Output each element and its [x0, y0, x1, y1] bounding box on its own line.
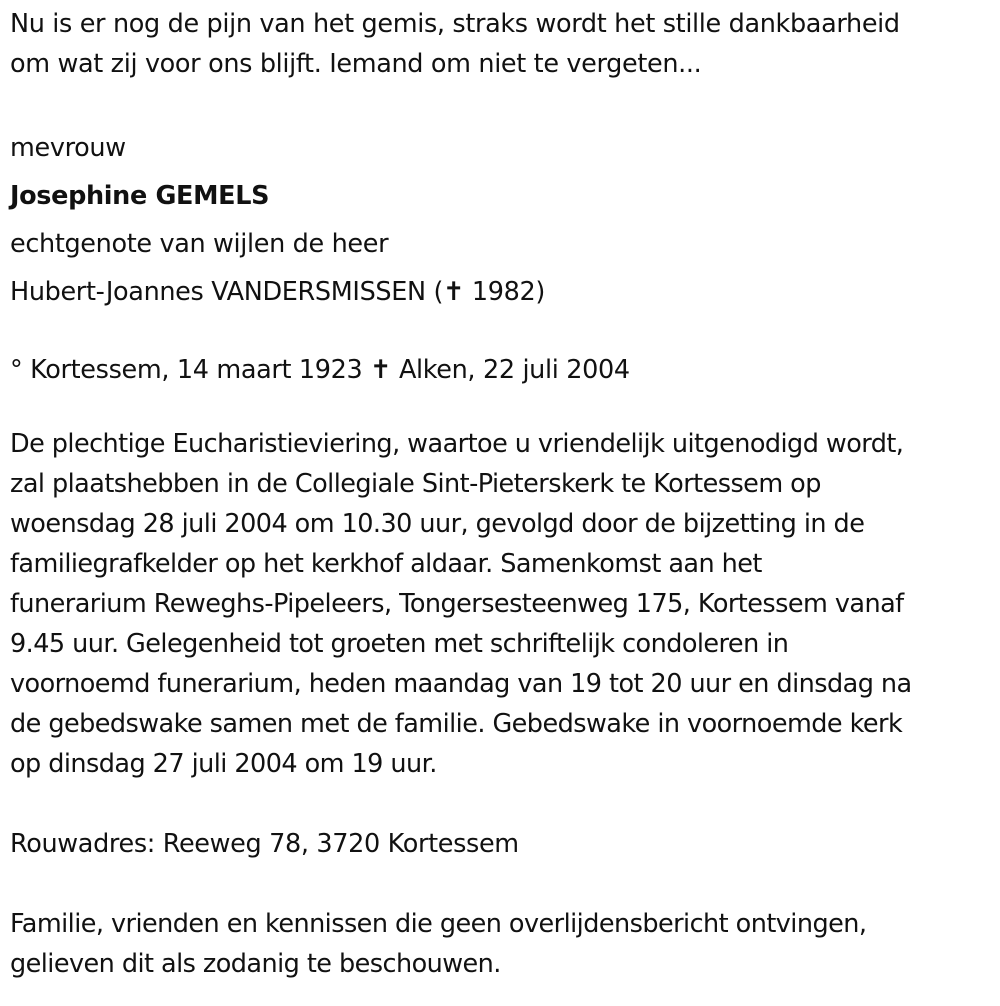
spouse-name: Hubert-Joannes VANDERSMISSEN (✝ 1982) — [10, 277, 545, 307]
ceremony-line: funerarium Reweghs-Pipeleers, Tongersesteenweg 175, Kortessem vanaf — [10, 589, 904, 619]
closing-line: Familie, vrienden en kennissen die geen overlijdensbericht ontvingen, — [10, 909, 867, 939]
ceremony-details — [10, 424, 995, 784]
mourning-address: Rouwadres: Reeweg 78, 3720 Kortessem — [10, 829, 519, 859]
opening-quote — [10, 4, 995, 84]
closing-note — [10, 904, 995, 984]
ceremony-line: op dinsdag 27 juli 2004 om 19 uur. — [10, 749, 437, 779]
ceremony-line: De plechtige Eucharistieviering, waartoe u vriendelijk uitgenodigd wordt, — [10, 429, 904, 459]
ceremony-line: de gebedswake samen met de familie. Gebedswake in voornoemde kerk — [10, 709, 903, 739]
birth-death-dates: ° Kortessem, 14 maart 1923 ✝ Alken, 22 juli 2004 — [10, 355, 630, 385]
spouse-intro: echtgenote van wijlen de heer — [10, 229, 389, 259]
obituary-notice — [10, 4, 995, 984]
ceremony-line: woensdag 28 juli 2004 om 10.30 uur, gevolgd door de bijzetting in de — [10, 509, 865, 539]
ceremony-line: familiegrafkelder op het kerkhof aldaar. Samenkomst aan het — [10, 549, 762, 579]
ceremony-line: zal plaatshebben in de Collegiale Sint-Pieterskerk te Kortessem op — [10, 469, 821, 499]
deceased-name: Josephine GEMELS — [10, 181, 270, 211]
closing-line: gelieven dit als zodanig te beschouwen. — [10, 949, 501, 979]
quote-line: Nu is er nog de pijn van het gemis, straks wordt het stille dankbaarheid — [10, 9, 900, 39]
ceremony-line: 9.45 uur. Gelegenheid tot groeten met schriftelijk condoleren in — [10, 629, 789, 659]
quote-line: om wat zij voor ons blijft. Iemand om niet te vergeten... — [10, 49, 702, 79]
ceremony-line: voornoemd funerarium, heden maandag van 19 tot 20 uur en dinsdag na — [10, 669, 912, 699]
deceased-title: mevrouw — [10, 133, 126, 163]
